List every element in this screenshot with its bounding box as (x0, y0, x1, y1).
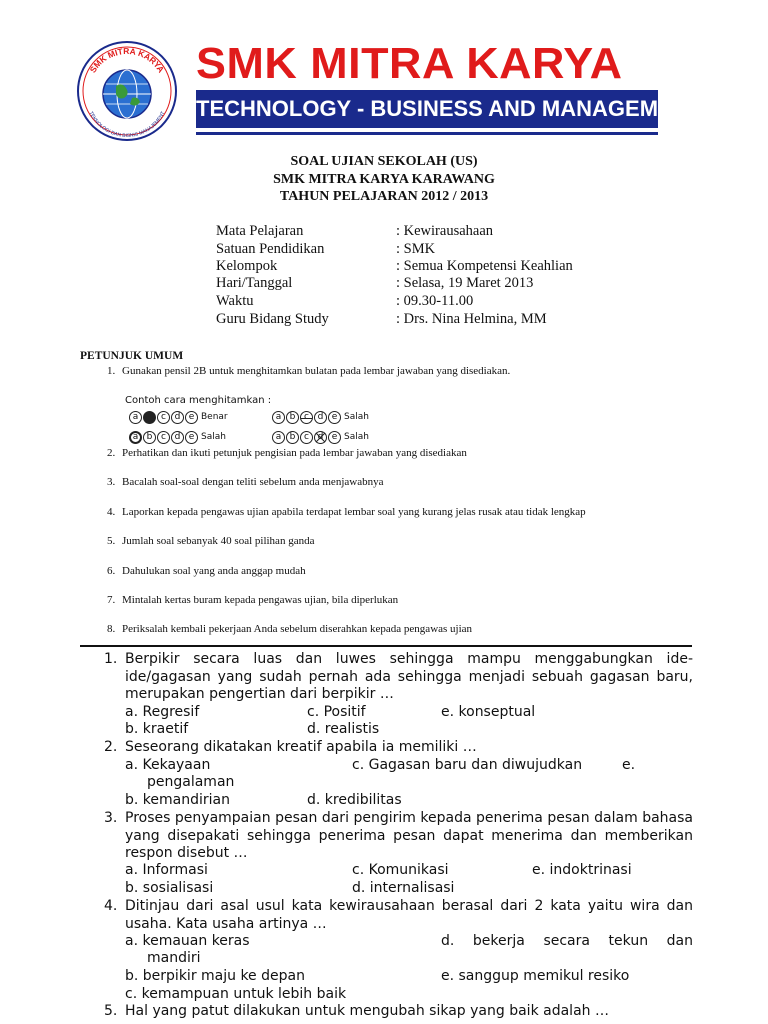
question-number: 2. (104, 739, 118, 755)
question-text: Ditinjau dari asal usul kata kewirausahaan berasal dari 2 kata yaitu wira dan usaha. Kata usaha artinya … (125, 898, 693, 932)
bubble-c: c (300, 431, 313, 444)
instructions-title: PETUNJUK UMUM (80, 350, 184, 362)
salah-label: Salah (344, 412, 369, 422)
question-text: Proses penyampaian pesan dari pengirim kepada penerima pesan dalam bahasa yang disepakati sehingga penerima pesan dapat menerima dan memberikan respon disebut … (125, 810, 693, 861)
option-e-continued: pengalaman (147, 774, 235, 790)
example-correct (129, 409, 228, 425)
option-e: e. sanggup memikul resiko (441, 968, 630, 984)
school-logo (76, 40, 178, 142)
instruction-text: Bacalah soal-soal dengan teliti sebelum anda menjawabnya (122, 476, 384, 488)
salah-label: Salah (201, 432, 226, 442)
instruction-text: Periksalah kembali pekerjaan Anda sebelum diserahkan kepada pengawas ujian (122, 623, 473, 635)
info-label: Waktu (216, 293, 254, 309)
section-divider (80, 645, 692, 647)
school-title: SMK MITRA KARYA KARAWANG (273, 172, 495, 187)
question-text: Berpikir secara luas dan luwes sehingga mampu menggabungkan ide-ide/gagasan yang sudah pernah ada sehingga menjadi sebuah gagasan baru, merupakan pengertian dari berpikir … (125, 651, 693, 702)
bubble-b: b (143, 431, 156, 444)
instruction-item (107, 535, 314, 547)
option-d: d. bekerja secara tekun dan (441, 933, 693, 949)
bubble-e: e (328, 411, 341, 424)
info-value: : SMK (396, 241, 436, 257)
option-d-continued: mandiri (147, 950, 201, 966)
bubble-e: e (185, 431, 198, 444)
bubble-d: d (314, 411, 327, 424)
logo-subtext: TEKNOLOGI DAN BISNIS MANAJEMENT (87, 110, 167, 140)
info-value: : 09.30-11.00 (396, 293, 474, 309)
question-number: 5. (104, 1003, 118, 1019)
bubble-d: d (171, 411, 184, 424)
info-label: Guru Bidang Study (216, 311, 329, 327)
option-e: e. (622, 757, 636, 773)
bubble-b: b (286, 411, 299, 424)
question-text: Hal yang patut dilakukan untuk mengubah sikap yang baik adalah … (125, 1003, 609, 1019)
option-b: b. berpikir maju ke depan (125, 968, 305, 984)
instruction-text: Perhatikan dan ikuti petunjuk pengisian pada lembar jawaban yang disediakan (122, 447, 467, 459)
info-value: : Semua Kompetensi Keahlian (396, 258, 573, 274)
info-label: Kelompok (216, 258, 278, 274)
bubble-c-struck: c (300, 411, 313, 424)
question-number: 1. (104, 651, 118, 667)
option-a: a. kemauan keras (125, 933, 250, 949)
instruction-text: Gunakan pensil 2B untuk menghitamkan bulatan pada lembar jawaban yang disediakan. (122, 365, 511, 377)
instruction-item (107, 623, 472, 635)
option-d: d. kredibilitas (307, 792, 402, 808)
instruction-item (107, 594, 398, 606)
exam-title: SOAL UJIAN SEKOLAH (US) (290, 154, 478, 169)
instruction-text: Mintalah kertas buram kepada pengawas ujian, bila diperlukan (122, 594, 399, 606)
salah-label: Salah (344, 432, 369, 442)
bubble-filled (143, 411, 156, 424)
option-e: e. konseptual (441, 704, 536, 720)
instruction-item (107, 506, 586, 518)
instruction-item (107, 365, 510, 377)
info-value: : Selasa, 19 Maret 2013 (396, 275, 534, 291)
instruction-text: Laporkan kepada pengawas ujian apabila terdapat lembar soal yang kurang jelas rusak atau tidak lengkap (122, 506, 586, 518)
question-number: 4. (104, 898, 118, 914)
academic-year: TAHUN PELAJARAN 2012 / 2013 (279, 189, 489, 204)
bubble-a: a (272, 431, 285, 444)
instruction-number: 3. (107, 476, 116, 488)
info-label: Satuan Pendidikan (216, 241, 325, 257)
option-b: b. sosialisasi (125, 880, 214, 896)
option-c: c. kemampuan untuk lebih baik (125, 986, 347, 1002)
example-wrong (272, 409, 369, 425)
info-value: : Kewirausahaan (396, 223, 494, 239)
question-number: 3. (104, 810, 118, 826)
option-b: b. kraetif (125, 721, 189, 737)
bubble-e: e (185, 411, 198, 424)
example-wrong (272, 429, 369, 445)
option-c: c. Gagasan baru dan diwujudkan (352, 757, 583, 773)
instruction-item (107, 447, 467, 459)
logo-text: SMK MITRA KARYA (87, 45, 167, 75)
bubble-d-crossed: d (314, 431, 327, 444)
instruction-number: 7. (107, 594, 116, 606)
instruction-number: 6. (107, 565, 116, 577)
example-wrong (129, 429, 226, 445)
instruction-number: 1. (107, 365, 116, 377)
info-value: : Drs. Nina Helmina, MM (396, 311, 547, 327)
info-label: Hari/Tanggal (216, 275, 293, 291)
bubble-b: b (286, 431, 299, 444)
school-tagline: TECHNOLOGY - BUSINESS AND MANAGEMENT (196, 90, 658, 128)
bubble-a: a (272, 411, 285, 424)
instruction-number: 4. (107, 506, 116, 518)
benar-label: Benar (201, 412, 228, 422)
bubble-c: c (157, 411, 170, 424)
bubble-d: d (171, 431, 184, 444)
option-d: d. realistis (307, 721, 380, 737)
instruction-text: Dahulukan soal yang anda anggap mudah (122, 565, 306, 577)
instruction-number: 8. (107, 623, 116, 635)
option-a: a. Kekayaan (125, 757, 211, 773)
bubble-a: a (129, 411, 142, 424)
option-d: d. internalisasi (352, 880, 455, 896)
option-b: b. kemandirian (125, 792, 230, 808)
example-label: Contoh cara menghitamkan : (125, 395, 272, 406)
instruction-text: Jumlah soal sebanyak 40 soal pilihan ganda (122, 535, 315, 547)
info-label: Mata Pelajaran (216, 223, 304, 239)
option-a: a. Informasi (125, 862, 208, 878)
school-name: SMK MITRA KARYA (196, 39, 623, 88)
instruction-item (107, 476, 383, 488)
header-rule (196, 132, 658, 135)
option-a: a. Regresif (125, 704, 200, 720)
question-text: Seseorang dikatakan kreatif apabila ia memiliki … (125, 739, 477, 755)
bubble-c: c (157, 431, 170, 444)
option-c: c. Komunikasi (352, 862, 449, 878)
instruction-item (107, 565, 306, 577)
option-e: e. indoktrinasi (532, 862, 632, 878)
bubble-e: e (328, 431, 341, 444)
bubble-a-circled: a (129, 431, 142, 444)
instruction-number: 2. (107, 447, 116, 459)
option-c: c. Positif (307, 704, 366, 720)
instruction-number: 5. (107, 535, 116, 547)
